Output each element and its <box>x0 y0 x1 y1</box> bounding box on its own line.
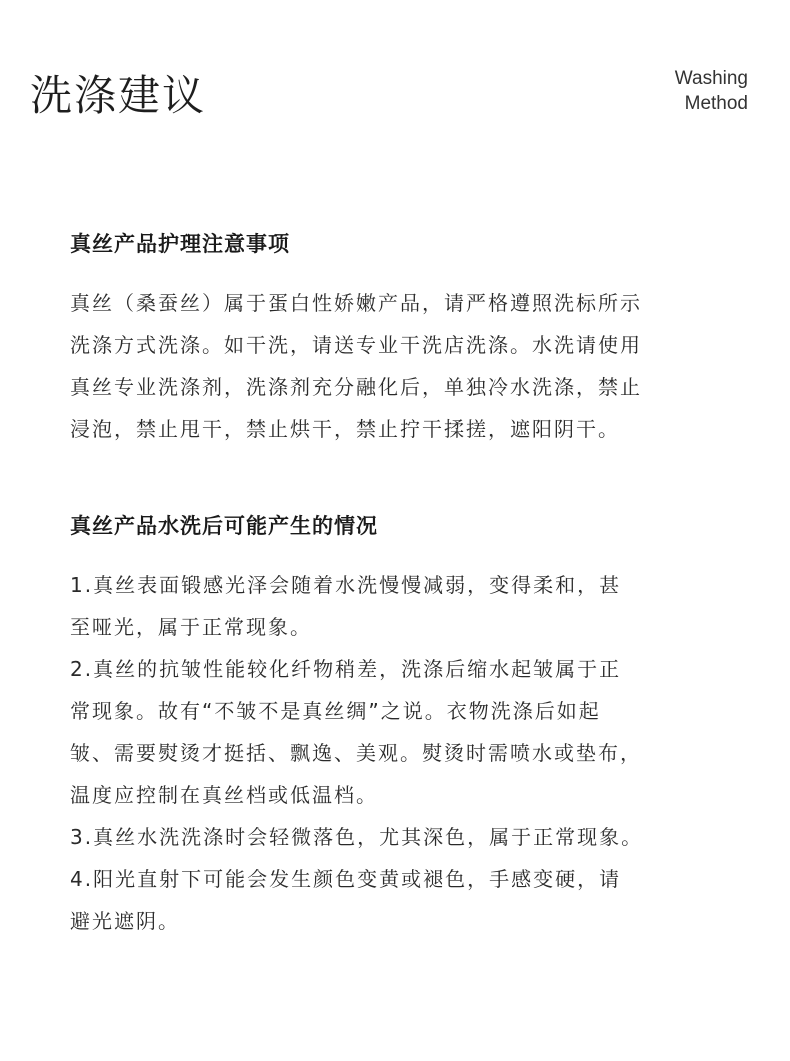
subtitle-line-1: Washing <box>674 68 748 89</box>
care-notes-section <box>70 224 730 450</box>
text-line: 2.真丝的抗皱性能较化纤物稍差，洗涤后缩水起皱属于正 <box>70 657 622 681</box>
text-line: 避光遮阴。 <box>70 909 180 933</box>
text-line: 真丝（桑蚕丝）属于蛋白性娇嫩产品，请严格遵照洗标所示 <box>70 291 642 315</box>
page-title: 洗涤建议 <box>30 71 207 120</box>
text-line: 4.阳光直射下可能会发生颜色变黄或褪色，手感变硬，请 <box>70 867 622 891</box>
text-line: 3.真丝水洗洗涤时会轻微落色，尤其深色，属于正常现象。 <box>70 825 644 849</box>
text-line: 常现象。故有“不皱不是真丝绸”之说。衣物洗涤后如起 <box>70 699 601 723</box>
text-line: 皱、需要熨烫才挺括、飘逸、美观。熨烫时需喷水或垫布， <box>70 741 642 765</box>
after-wash-section <box>70 506 730 942</box>
section-body <box>70 564 730 942</box>
text-line: 至哑光，属于正常现象。 <box>70 615 312 639</box>
text-line: 温度应控制在真丝档或低温档。 <box>70 783 378 807</box>
section-heading: 真丝产品水洗后可能产生的情况 <box>70 514 378 538</box>
text-line: 真丝专业洗涤剂，洗涤剂充分融化后，单独冷水洗涤，禁止 <box>70 375 642 399</box>
subtitle-line-2: Method <box>684 93 748 114</box>
page-subtitle <box>675 66 748 116</box>
text-line: 洗涤方式洗涤。如干洗，请送专业干洗店洗涤。水洗请使用 <box>70 333 642 357</box>
section-heading: 真丝产品护理注意事项 <box>70 232 290 256</box>
text-line: 1.真丝表面锻感光泽会随着水洗慢慢减弱，变得柔和，甚 <box>70 573 622 597</box>
section-body <box>70 282 730 450</box>
text-line: 浸泡，禁止甩干，禁止烘干，禁止拧干揉搓，遮阳阴干。 <box>70 417 620 441</box>
